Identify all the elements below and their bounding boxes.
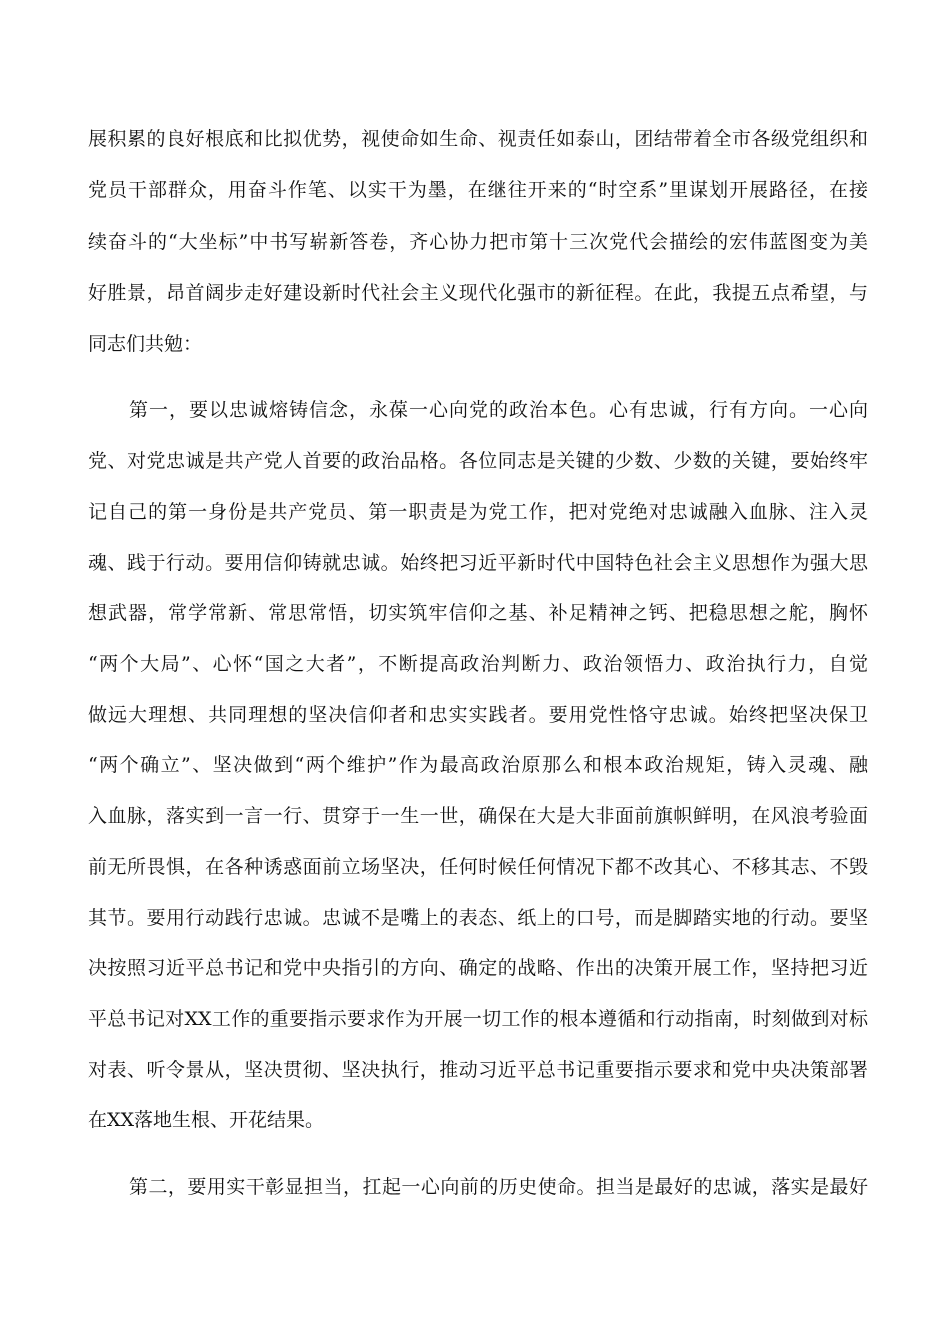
- paragraph-3-line-1: 第二，要用实干彰显担当，扛起一心向前的历史使命。担当是最好的忠诚，落实是最好: [129, 1176, 868, 1198]
- paragraph-1-line-5: 同志们共勉：: [88, 333, 203, 355]
- paragraph-2-line-9: 入血脉，落实到一言一行、贯穿于一生一世，确保在大是大非面前旗帜鲜明，在风浪考验面: [88, 805, 868, 827]
- paragraph-1-line-3: 续奋斗的“大坐标”中书写崭新答卷，齐心协力把市第十三次党代会描绘的宏伟蓝图变为美: [88, 231, 868, 253]
- paragraph-2-line-7: 做远大理想、共同理想的坚决信仰者和忠实实践者。要用党性恪守忠诚。始终把坚决保卫: [88, 704, 868, 726]
- paragraph-2-line-5: 想武器，常学常新、常思常悟，切实筑牢信仰之基、补足精神之钙、把稳思想之舵，胸怀: [88, 602, 868, 624]
- paragraph-2-line-4: 魂、践于行动。要用信仰铸就忠诚。始终把习近平新时代中国特色社会主义思想作为强大思: [88, 552, 868, 574]
- paragraph-2-line-10: 前无所畏惧，在各种诱惑面前立场坚决，任何时候任何情况下都不改其心、不移其志、不毁: [88, 856, 868, 878]
- paragraph-2-line-13: 平总书记对XX工作的重要指示要求作为开展一切工作的根本遵循和行动指南，时刻做到对标: [88, 1008, 868, 1030]
- paragraph-1-line-2: 党员干部群众，用奋斗作笔、以实干为墨，在继往开来的“时空系”里谋划开展路径，在接: [88, 179, 868, 201]
- paragraph-2-line-6: “两个大局”、心怀“国之大者”，不断提高政治判断力、政治领悟力、政治执行力，自觉: [88, 653, 868, 675]
- paragraph-2-line-8: “两个确立”、坚决做到“两个维护”作为最高政治原那么和根本政治规矩，铸入灵魂、融: [88, 754, 868, 776]
- paragraph-1-line-1: 展积累的良好根底和比拟优势，视使命如生命、视责任如泰山，团结带着全市各级党组织和: [88, 128, 868, 150]
- paragraph-2-line-11: 其节。要用行动践行忠诚。忠诚不是嘴上的表态、纸上的口号，而是脚踏实地的行动。要坚: [88, 907, 868, 929]
- paragraph-2-line-14: 对表、听令景从，坚决贯彻、坚决执行，推动习近平总书记重要指示要求和党中央决策部署: [88, 1059, 868, 1081]
- paragraph-2-line-1: 第一，要以忠诚熔铸信念，永葆一心向党的政治本色。心有忠诚，行有方向。一心向: [129, 399, 868, 421]
- paragraph-2-line-2: 党、对党忠诚是共产党人首要的政治品格。各位同志是关键的少数、少数的关键，要始终牢: [88, 450, 868, 472]
- paragraph-2-line-12: 决按照习近平总书记和党中央指引的方向、确定的战略、作出的决策开展工作，坚持把习近: [88, 957, 868, 979]
- paragraph-1-line-4: 好胜景，昂首阔步走好建设新时代社会主义现代化强市的新征程。在此，我提五点希望，与: [88, 282, 868, 304]
- paragraph-2-line-15: 在XX落地生根、开花结果。: [88, 1109, 325, 1131]
- paragraph-2-line-3: 记自己的第一身份是共产党员、第一职责是为党工作，把对党绝对忠诚融入血脉、注入灵: [88, 501, 868, 523]
